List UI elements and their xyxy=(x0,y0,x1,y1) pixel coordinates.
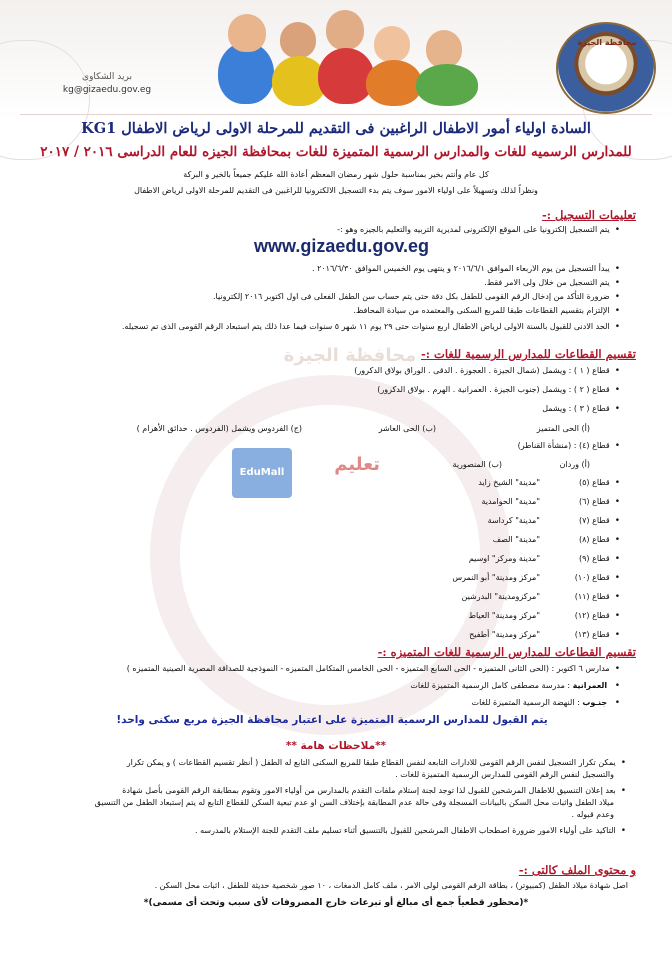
notes-heading: **ملاحظات هامة ** xyxy=(285,740,387,752)
sector-item: • قطاع (٤) : (منشأة القناطر) xyxy=(518,440,620,452)
sector-area: "مركز ومدينة" أبو النمرس xyxy=(452,573,540,582)
child-figure xyxy=(374,26,410,62)
distinguished-sectors-heading: تقسيم القطاعات للمدارس الرسمية للغات المتميزه :- xyxy=(377,645,636,659)
header-banner xyxy=(0,0,672,118)
child-figure xyxy=(280,22,316,58)
intro-line: كل عام وأنتم بخير بمناسبة حلول شهر رمضان المعظم أعادة الله عليكم جميعاً بالخير و البركة xyxy=(183,170,489,179)
acceptance-callout: يتم القبول للمدارس الرسمية المتميزة على اعتبار محافظة الجيزة مربع سكنى واحد! xyxy=(116,714,548,726)
district-label: جنـوب xyxy=(582,698,608,707)
complaints-contact xyxy=(52,72,162,95)
sector-number: قطاع (٨) xyxy=(579,535,610,544)
fees-warning: *(محظور قطعياً جمع أى مبالغ أو تبرعات خارج المصروفات لأى سبب وتحت أى مسمى)* xyxy=(143,898,529,908)
note-line: • يمكن تكرار التسجيل لنفس الرقم القومى للادارات التابعه لنفس القطاع طبقا للمربع السكنى التابع له الطفل ( أنظر تقسيم القطاعات ) و يمكن تكرار xyxy=(36,757,626,769)
child-figure xyxy=(426,30,462,68)
child-figure xyxy=(228,14,266,52)
sector-item xyxy=(579,515,620,527)
sector-item: • قطاع ( ١ ) : ويشمل (شمال الجيزة . العجوزة . الدقى . الوراق بولاق الدكرور) xyxy=(354,365,620,377)
watermark-site-text: تعليم xyxy=(334,454,380,475)
child-figure xyxy=(326,10,364,50)
registration-url-link[interactable]: www.gizaedu.gov.eg xyxy=(254,236,430,256)
sector-area: "مدينة ومركز" اوسيم xyxy=(468,554,540,563)
sector-number: قطاع (٥) xyxy=(579,478,610,487)
intro-line: ونظراً لذلك وتسهيلاً على اولياء الامور سوف يتم بدء التسجيل الالكترونيا للراغبين فى التقديم للمرحلة الاولى لرياض الاطفال xyxy=(134,186,538,195)
district-school: : مدرسة مصطفى كامل الرسمية المتميزة للغات xyxy=(410,681,571,690)
sector-area: "مدينة" الحوامدية xyxy=(481,497,540,506)
sector-item xyxy=(575,610,620,622)
complaints-label: بريد الشكاوى xyxy=(82,72,132,82)
sector-item xyxy=(579,534,620,546)
sector-area: "مدينة" الشيخ زايد xyxy=(478,478,540,487)
sector-subarea: (ج) الفردوس ويشمل (الفردوس . حدائق الأهرام ) xyxy=(136,424,302,433)
district-school: : النهضة الرسمية المتميزة للغات xyxy=(471,698,580,707)
sector-subarea: (أ) وردان xyxy=(559,460,590,469)
sector-item xyxy=(575,591,620,603)
instruction-item: • يبدأ التسجيل من يوم الاربعاء الموافق ٢٠١٦/٦/١ و ينتهى يوم الخميس الموافق ٢٠١٦/٦/٣٠ . xyxy=(312,263,620,275)
main-title: السادة اولياء أمور الاطفال الراغبين فى التقديم للمرحلة الاولى لرياض الاطفال KG1 xyxy=(81,120,591,137)
sector-number: قطاع (١٠) xyxy=(574,573,610,582)
sector-item xyxy=(575,629,620,641)
sector-number: قطاع (١٣) xyxy=(574,630,610,639)
instruction-item: • يتم التسجيل من خلال ولى الامر فقط. xyxy=(484,277,620,289)
file-contents-heading: و محتوى الملف كالتى :- xyxy=(518,863,636,877)
sector-subarea: (ب) المنصورية xyxy=(452,460,502,469)
watermark-logo: EduMall xyxy=(232,448,292,498)
note-line: ميلاد الطفل واثبات محل السكن بالبيانات المسجلة وفى حالة عدم المطابقة بإختلاف السن او عدم تبعية السكن للقطاع التابع له يتم إستبعاد الطفل من التنسيق xyxy=(94,798,614,807)
logo-caption: محافظة الجيزة xyxy=(577,38,637,47)
sector-number: قطاع (٦) xyxy=(579,497,610,506)
note-line: • التاكيد على أولياء الامور ضرورة اصطحاب الاطفال المرشحين للقبول بالتنسيق أثناء تسليم ملف التقدم للجنة الإستلام بالمدرسه . xyxy=(36,825,626,837)
sector-area: "مركز ومدينة" أطفيح xyxy=(469,630,540,639)
sector-area: "مدينة" الصف xyxy=(492,535,540,544)
sector-item xyxy=(575,572,620,584)
child-figure xyxy=(318,48,374,104)
distinguished-item xyxy=(472,697,620,709)
sector-area: "مركزومدينة" البدرشين xyxy=(461,592,540,601)
sector-item: • قطاع ( ٣ ) : ويشمل xyxy=(542,403,620,415)
instruction-item: • ضرورة التأكد من إدخال الرقم القومى للطفل بكل دقة حتى يتم حساب سن الطفل الفعلى فى اول اكتوبر ٢٠١٦ إلكترونيا. xyxy=(213,291,620,303)
child-figure xyxy=(366,60,422,106)
children-photo xyxy=(200,0,500,112)
instruction-item: • الإلتزام بتقسيم القطاعات طبقا للمربع السكنى والمعتمده من سيادة المحافظ. xyxy=(353,305,620,317)
watermark-gov-text: محافظة الجيزة xyxy=(283,345,417,366)
complaints-email[interactable]: kg@gizaedu.gov.eg xyxy=(62,85,152,95)
sector-item xyxy=(579,496,620,508)
sector-item xyxy=(579,477,620,489)
child-figure xyxy=(416,64,478,106)
note-line: وعدم قبوله . xyxy=(571,810,614,819)
instructions-heading: تعليمات التسجيل :- xyxy=(541,208,636,222)
sector-item: • قطاع ( ٢ ) : ويشمل (جنوب الجيزة . العمرانية . الهرم . بولاق الدكرور) xyxy=(377,384,620,396)
sector-number: قطاع (٧) xyxy=(579,516,610,525)
note-line: والتسجيل لنفس الرقم القومى للمدارس الرسمية المتميزة للغات . xyxy=(395,770,614,779)
sector-number: قطاع (١٢) xyxy=(574,611,610,620)
sector-subarea: (أ) الحى المتميز xyxy=(536,424,590,433)
sector-item xyxy=(579,553,620,565)
sector-area: "مدينة" كرداسة xyxy=(487,516,540,525)
district-label: العمرانية xyxy=(572,681,608,690)
directorate-logo-icon xyxy=(556,22,656,114)
file-contents-text: اصل شهادة ميلاد الطفل (كمبيوتر) ، بطاقة الرقم القومى لولى الامر ، ملف كامل الدمغات ، ١٠ صور شخصية حديثة للطفل ، اثبات محل السكن . xyxy=(154,881,628,890)
instruction-item: • الحد الادنى للقبول بالسنة الاولى لرياض الاطفال اربع سنوات حتى ٢٩ يوم ١١ شهر ٥ سنوات فيما عدا ذلك يتم استبعاد الرقم القومى الذى تم تسجيله. xyxy=(122,321,620,333)
sub-title: للمدارس الرسميه للغات والمدارس الرسمية المتميزة للغات بمحافظة الجيزه للعام الدراسى ٢٠١٦ / ٢٠١٧ xyxy=(40,144,632,160)
sector-number: قطاع (٩) xyxy=(579,554,610,563)
sector-subarea: (ب) الحى العاشر xyxy=(378,424,436,433)
distinguished-item xyxy=(410,680,620,692)
note-line: • بعد إعلان التنسيق للاطفال المرشحين للقبول لذا توجد لجنة إستلام ملفات التقدم بالمدارس من أولياء الامور وتقوم بمطابقة الرقم القومى بأصل شهادة xyxy=(36,785,626,797)
sector-area: "مركز ومدينة" العياط xyxy=(468,611,540,620)
note-paragraph xyxy=(36,757,626,837)
distinguished-item: • مدارس ٦ اكتوبر : (الحى الثانى المتميزه - الحى السابع المتميزه - الحى الخامس المتكامل المتميزه - النموذجية للصداقة المصرية الصينية المتميزه ) xyxy=(127,663,620,675)
official-sectors-heading: تقسيم القطاعات للمدارس الرسمية للغات :- xyxy=(420,347,636,361)
instruction-item: • يتم التسجيل إلكترونيا على الموقع الإلكترونى لمديرية التربيه والتعليم بالجيزه وهو :- xyxy=(337,224,620,236)
sector-number: قطاع (١١) xyxy=(574,592,610,601)
intro-text xyxy=(40,167,632,199)
